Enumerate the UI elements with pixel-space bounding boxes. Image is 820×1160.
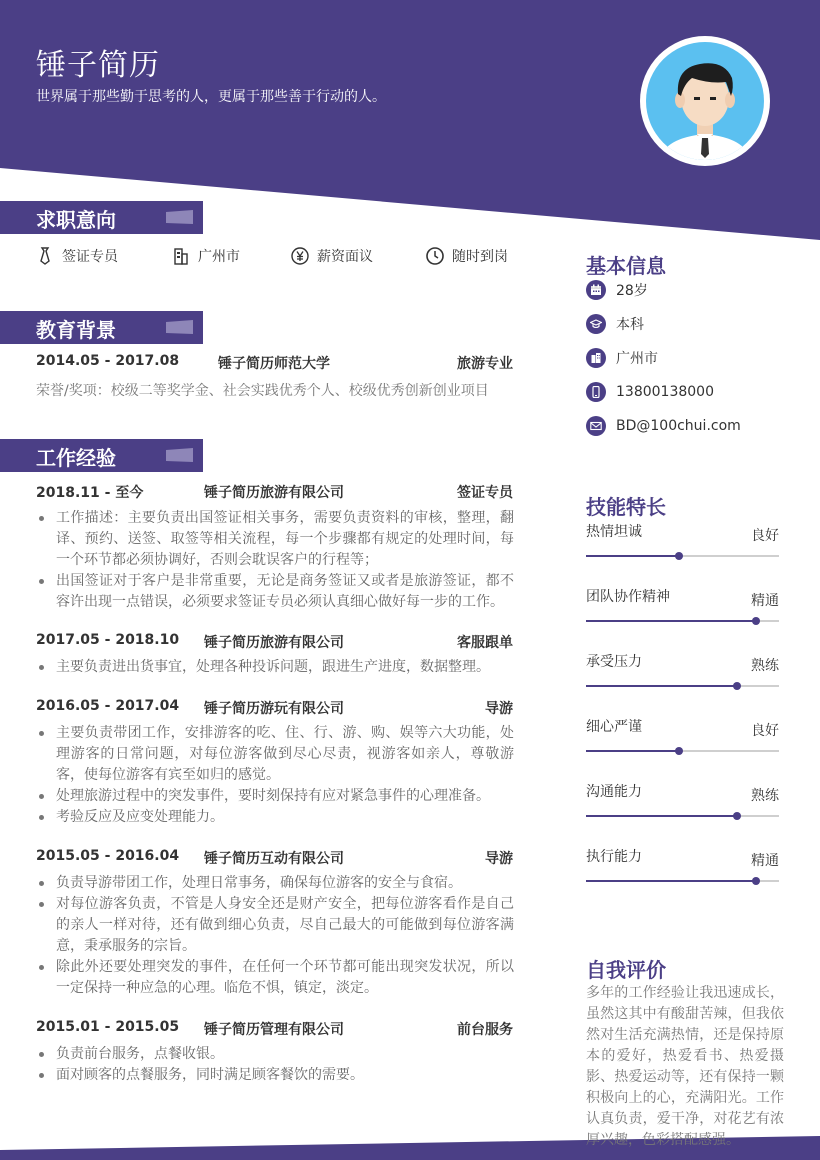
work-role: 导游: [485, 701, 513, 717]
self-evaluation-text: 多年的工作经验让我迅速成长，虽然这其中有酸甜苦辣，但我依然对生活充满热情，还是保持原本的爱好，热爱看书、热爱摄影、热爱运动等，还有保持一颗积极向上的心，充满阳光。工作认真负责，爱干净，对花艺有浓厚兴趣，色彩搭配感强。: [586, 985, 784, 1148]
skill-name: 团队协作精神: [586, 589, 670, 605]
education-row: [36, 353, 513, 373]
work-company: 锤子简历旅游有限公司: [204, 635, 344, 651]
work-bullet: 工作描述：主要负责出国签证相关事务，需要负责资料的审核，整理，翻译、预约、送签、取签等相关流程，每一个步骤都有规定的处理时间，每一个环节都必须协调好，否则会耽误客户的行程等；: [36, 508, 514, 571]
work-row: [36, 482, 513, 502]
yen-icon: [291, 247, 309, 265]
skill-name: 执行能力: [586, 849, 642, 865]
job-intention-item: [291, 246, 373, 266]
work-company: 锤子简历互动有限公司: [204, 851, 344, 867]
resume-motto: 世界属于那些勤于思考的人，更属于那些善于行动的人。: [36, 89, 386, 105]
info-text: 本科: [616, 317, 644, 333]
work-bullet: 对每位游客负责，不管是人身安全还是财产安全，把每位游客看作是自己的亲人一样对待，还有做到细心负责，尽自己最大的可能做到每位游客满意，秉承服务的宗旨。: [36, 894, 514, 957]
job-intention-item: [172, 246, 240, 266]
skill-bar-track: [586, 815, 779, 817]
education-school: 锤子简历师范大学: [218, 356, 330, 372]
skill-bar-fill: [586, 620, 756, 622]
info-item-age: [586, 280, 648, 300]
info-text: 广州市: [616, 351, 658, 367]
info-text: 28岁: [616, 283, 648, 299]
skill-bar-track: [586, 750, 779, 752]
skill-bar-fill: [586, 750, 679, 752]
section-title-job-intention: 求职意向: [36, 208, 116, 232]
info-text: 13800138000: [616, 384, 714, 400]
work-bullets: [36, 1044, 514, 1086]
skill-bar-track: [586, 620, 779, 622]
work-bullets: [36, 508, 514, 613]
skill-name: 承受压力: [586, 654, 642, 670]
work-bullet: 负责导游带团工作，处理日常事务，确保每位游客的安全与食宿。: [36, 873, 514, 894]
skill-level: 良好: [751, 528, 779, 544]
skill-bar-fill: [586, 685, 737, 687]
section-title-education: 教育背景: [36, 318, 116, 342]
skill-item: [586, 586, 779, 630]
info-item-degree: [586, 314, 644, 334]
skill-level: 精通: [751, 853, 779, 869]
skill-bar-track: [586, 555, 779, 557]
work-row: [36, 848, 513, 868]
work-period: 2015.01 - 2015.05: [36, 1019, 180, 1035]
skill-level: 良好: [751, 723, 779, 739]
avatar-illustration: [646, 42, 764, 160]
skill-item: [586, 781, 779, 825]
job-intention-item: [426, 246, 508, 266]
work-bullet: 面对顾客的点餐服务，同时满足顾客餐饮的需要。: [36, 1065, 514, 1086]
work-bullet: 考验反应及应变处理能力。: [36, 807, 514, 828]
job-intention-text: 广州市: [198, 249, 240, 265]
skill-name: 细心严谨: [586, 719, 642, 735]
section-title-skills: 技能特长: [586, 495, 666, 519]
info-text: BD@100chui.com: [616, 418, 741, 434]
work-bullet: 负责前台服务，点餐收银。: [36, 1044, 514, 1065]
phone-icon: [586, 382, 606, 402]
job-intention-row: [36, 246, 536, 268]
skill-bar-knob: [752, 877, 760, 885]
skill-item: [586, 846, 779, 890]
skill-bar-knob: [733, 682, 741, 690]
skill-level: 熟练: [751, 658, 779, 674]
work-period: 2018.11 - 至今: [36, 485, 144, 501]
building-icon: [172, 247, 190, 265]
job-intention-text: 随时到岗: [452, 249, 508, 265]
section-title-basic-info: 基本信息: [586, 254, 666, 278]
skill-bar-fill: [586, 880, 756, 882]
work-bullets: [36, 723, 514, 828]
work-bullets: [36, 873, 514, 999]
work-company: 锤子简历旅游有限公司: [204, 485, 344, 501]
skill-item: [586, 716, 779, 760]
work-company: 锤子简历管理有限公司: [204, 1022, 344, 1038]
skill-bar-track: [586, 880, 779, 882]
work-bullets: [36, 657, 514, 678]
work-bullet: 除此外还要处理突发的事件，在任何一个环节都可能出现突发状况，所以一定保持一种应急的心理。临危不惧，镇定，淡定。: [36, 957, 514, 999]
work-role: 签证专员: [457, 485, 513, 501]
section-banner-education: [0, 311, 205, 344]
section-title-self-eval: 自我评价: [586, 958, 666, 982]
work-role: 前台服务: [457, 1022, 513, 1038]
job-intention-text: 薪资面议: [317, 249, 373, 265]
graduation-cap-icon: [586, 314, 606, 334]
skill-bar-knob: [752, 617, 760, 625]
education-major: 旅游专业: [457, 356, 513, 372]
section-title-work: 工作经验: [36, 446, 116, 470]
work-company: 锤子简历游玩有限公司: [204, 701, 344, 717]
skill-level: 精通: [751, 593, 779, 609]
job-intention-text: 签证专员: [62, 249, 118, 265]
info-item-city: [586, 348, 658, 368]
work-period: 2017.05 - 2018.10: [36, 632, 180, 648]
work-bullet: 主要负责进出货事宜，处理各种投诉问题，跟进生产进度，数据整理。: [36, 657, 514, 678]
work-bullet: 处理旅游过程中的突发事件，要时刻保持有应对紧急事件的心理准备。: [36, 786, 514, 807]
clock-icon: [426, 247, 444, 265]
skill-level: 熟练: [751, 788, 779, 804]
work-period: 2015.05 - 2016.04: [36, 848, 180, 864]
skill-bar-knob: [675, 552, 683, 560]
skill-name: 热情坦诚: [586, 524, 642, 540]
skill-bar-fill: [586, 555, 679, 557]
education-period: 2014.05 - 2017.08: [36, 353, 180, 369]
skill-bar-knob: [675, 747, 683, 755]
tie-icon: [36, 247, 54, 265]
work-row: [36, 632, 513, 652]
mail-icon: [586, 416, 606, 436]
info-item-email: [586, 416, 741, 436]
section-banner-job-intention: [0, 201, 205, 234]
work-bullet: 主要负责带团工作，安排游客的吃、住、行、游、购、娱等六大功能，处理游客的日常问题，对每位游客做到尽心尽责，视游客如亲人，尊敬游客，使每位游客有宾至如归的感觉。: [36, 723, 514, 786]
skill-item: [586, 521, 779, 565]
work-bullet: 出国签证对于客户是非常重要，无论是商务签证又或者是旅游签证，都不容许出现一点错误，必须要求签证专员必须认真细心做好每一步的工作。: [36, 571, 514, 613]
section-banner-work: [0, 439, 205, 472]
work-row: [36, 1019, 513, 1039]
work-row: [36, 698, 513, 718]
skill-bar-fill: [586, 815, 737, 817]
info-item-phone: [586, 382, 714, 402]
skill-item: [586, 651, 779, 695]
skill-name: 沟通能力: [586, 784, 642, 800]
education-honors: 荣誉/奖项：校级二等奖学金、社会实践优秀个人、校级优秀创新创业项目: [36, 383, 489, 399]
job-intention-item: [36, 246, 118, 266]
skill-bar-knob: [733, 812, 741, 820]
work-period: 2016.05 - 2017.04: [36, 698, 180, 714]
avatar: [640, 36, 770, 166]
work-role: 导游: [485, 851, 513, 867]
calendar-icon: [586, 280, 606, 300]
work-role: 客服跟单: [457, 635, 513, 651]
resume-name: 锤子简历: [36, 48, 160, 83]
city-icon: [586, 348, 606, 368]
skill-bar-track: [586, 685, 779, 687]
